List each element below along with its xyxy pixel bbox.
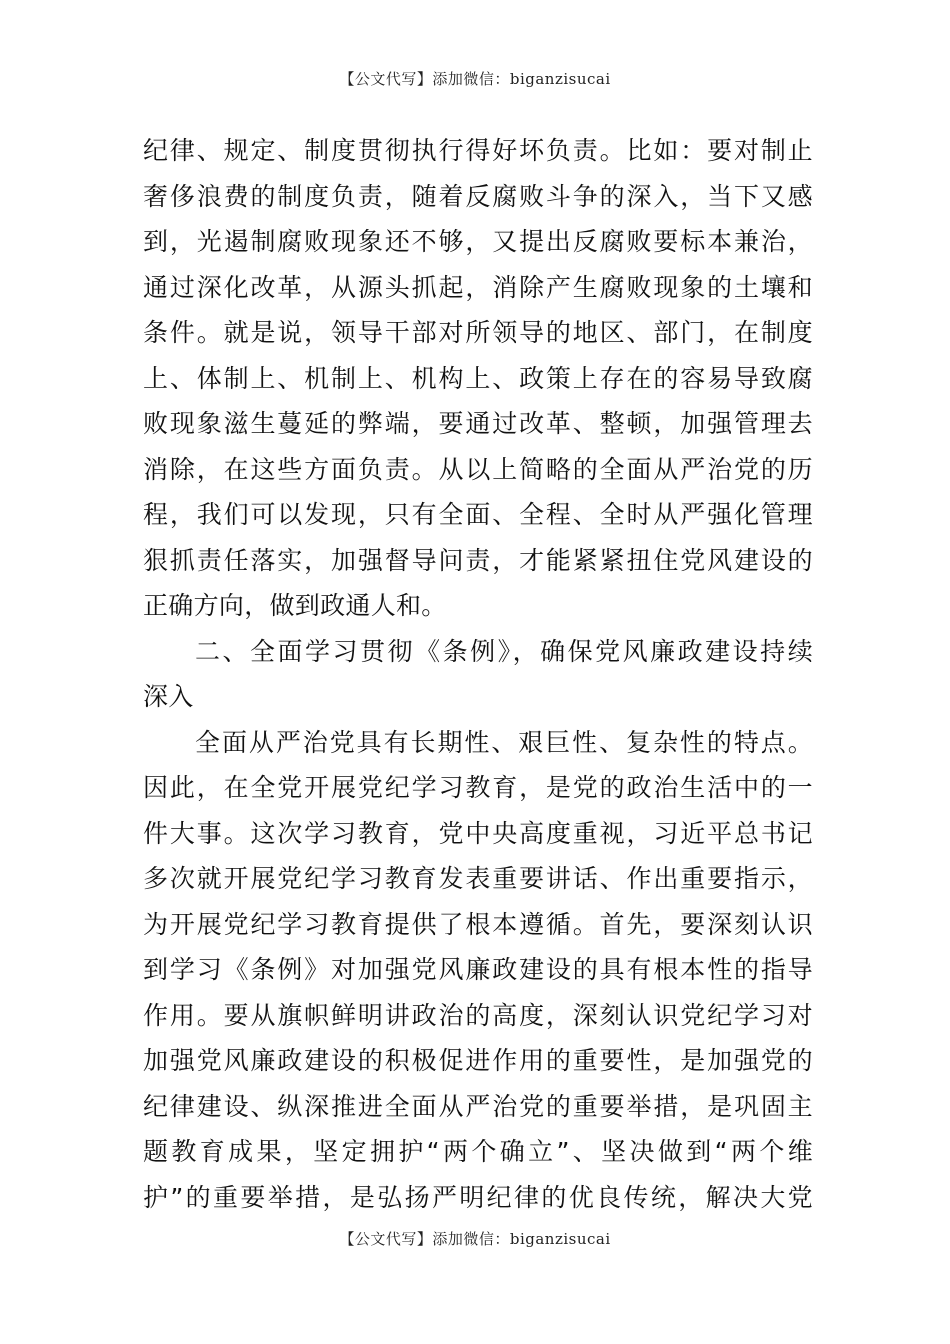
text-line: 为开展党纪学习教育提供了根本遵循。首先，要深刻认识 <box>143 909 813 939</box>
text-line: 纪律建设、纵深推进全面从严治党的重要举措，是巩固主 <box>143 1091 813 1121</box>
document-body <box>143 128 813 1220</box>
text-line: 作用。要从旗帜鲜明讲政治的高度，深刻认识党纪学习对 <box>143 1000 813 1030</box>
section-heading-continued: 深入 <box>143 682 194 711</box>
text-line: 条件。就是说，领导干部对所领导的地区、部门，在制度 <box>143 318 813 347</box>
text-line: 程，我们可以发现，只有全面、全程、全时从严强化管理 <box>143 500 813 529</box>
page-header: 【公文代写】添加微信：biganzisucai <box>339 70 611 88</box>
text-line: 消除，在这些方面负责。从以上简略的全面从严治党的历 <box>143 454 813 484</box>
text-line: 正确方向，做到政通人和。 <box>143 591 447 620</box>
text-line: 加强党风廉政建设的积极促进作用的重要性，是加强党的 <box>143 1046 813 1075</box>
text-line: 败现象滋生蔓延的弊端，要通过改革、整顿，加强管理去 <box>143 409 813 438</box>
text-line: 件大事。这次学习教育，党中央高度重视，习近平总书记 <box>143 818 813 848</box>
text-line: 到学习《条例》对加强党风廉政建设的具有根本性的指导 <box>143 955 813 984</box>
text-line: 全面从严治党具有长期性、艰巨性、复杂性的特点。 <box>195 727 813 757</box>
text-line: 题教育成果，坚定拥护“两个确立”、坚决做到“两个维 <box>143 1137 813 1166</box>
text-line: 上、体制上、机制上、机构上、政策上存在的容易导致腐 <box>143 363 813 393</box>
text-line: 通过深化改革，从源头抓起，消除产生腐败现象的土壤和 <box>143 272 813 302</box>
text-line: 护”的重要举措，是弘扬严明纪律的优良传统，解决大党 <box>143 1182 813 1212</box>
text-line: 到，光遏制腐败现象还不够，又提出反腐败要标本兼治， <box>143 227 813 256</box>
text-line: 狠抓责任落实，加强督导问责，才能紧紧扭住党风建设的 <box>143 545 813 575</box>
text-line: 纪律、规定、制度贯彻执行得好坏负责。比如：要对制止 <box>143 136 813 165</box>
page-footer: 【公文代写】添加微信：biganzisucai <box>339 1230 611 1248</box>
section-heading: 二、全面学习贯彻《条例》，确保党风廉政建设持续 <box>195 636 813 666</box>
text-line: 多次就开展党纪学习教育发表重要讲话、作出重要指示， <box>143 864 813 893</box>
text-line: 奢侈浪费的制度负责，随着反腐败斗争的深入，当下又感 <box>143 181 813 211</box>
text-line: 因此，在全党开展党纪学习教育，是党的政治生活中的一 <box>143 773 813 802</box>
